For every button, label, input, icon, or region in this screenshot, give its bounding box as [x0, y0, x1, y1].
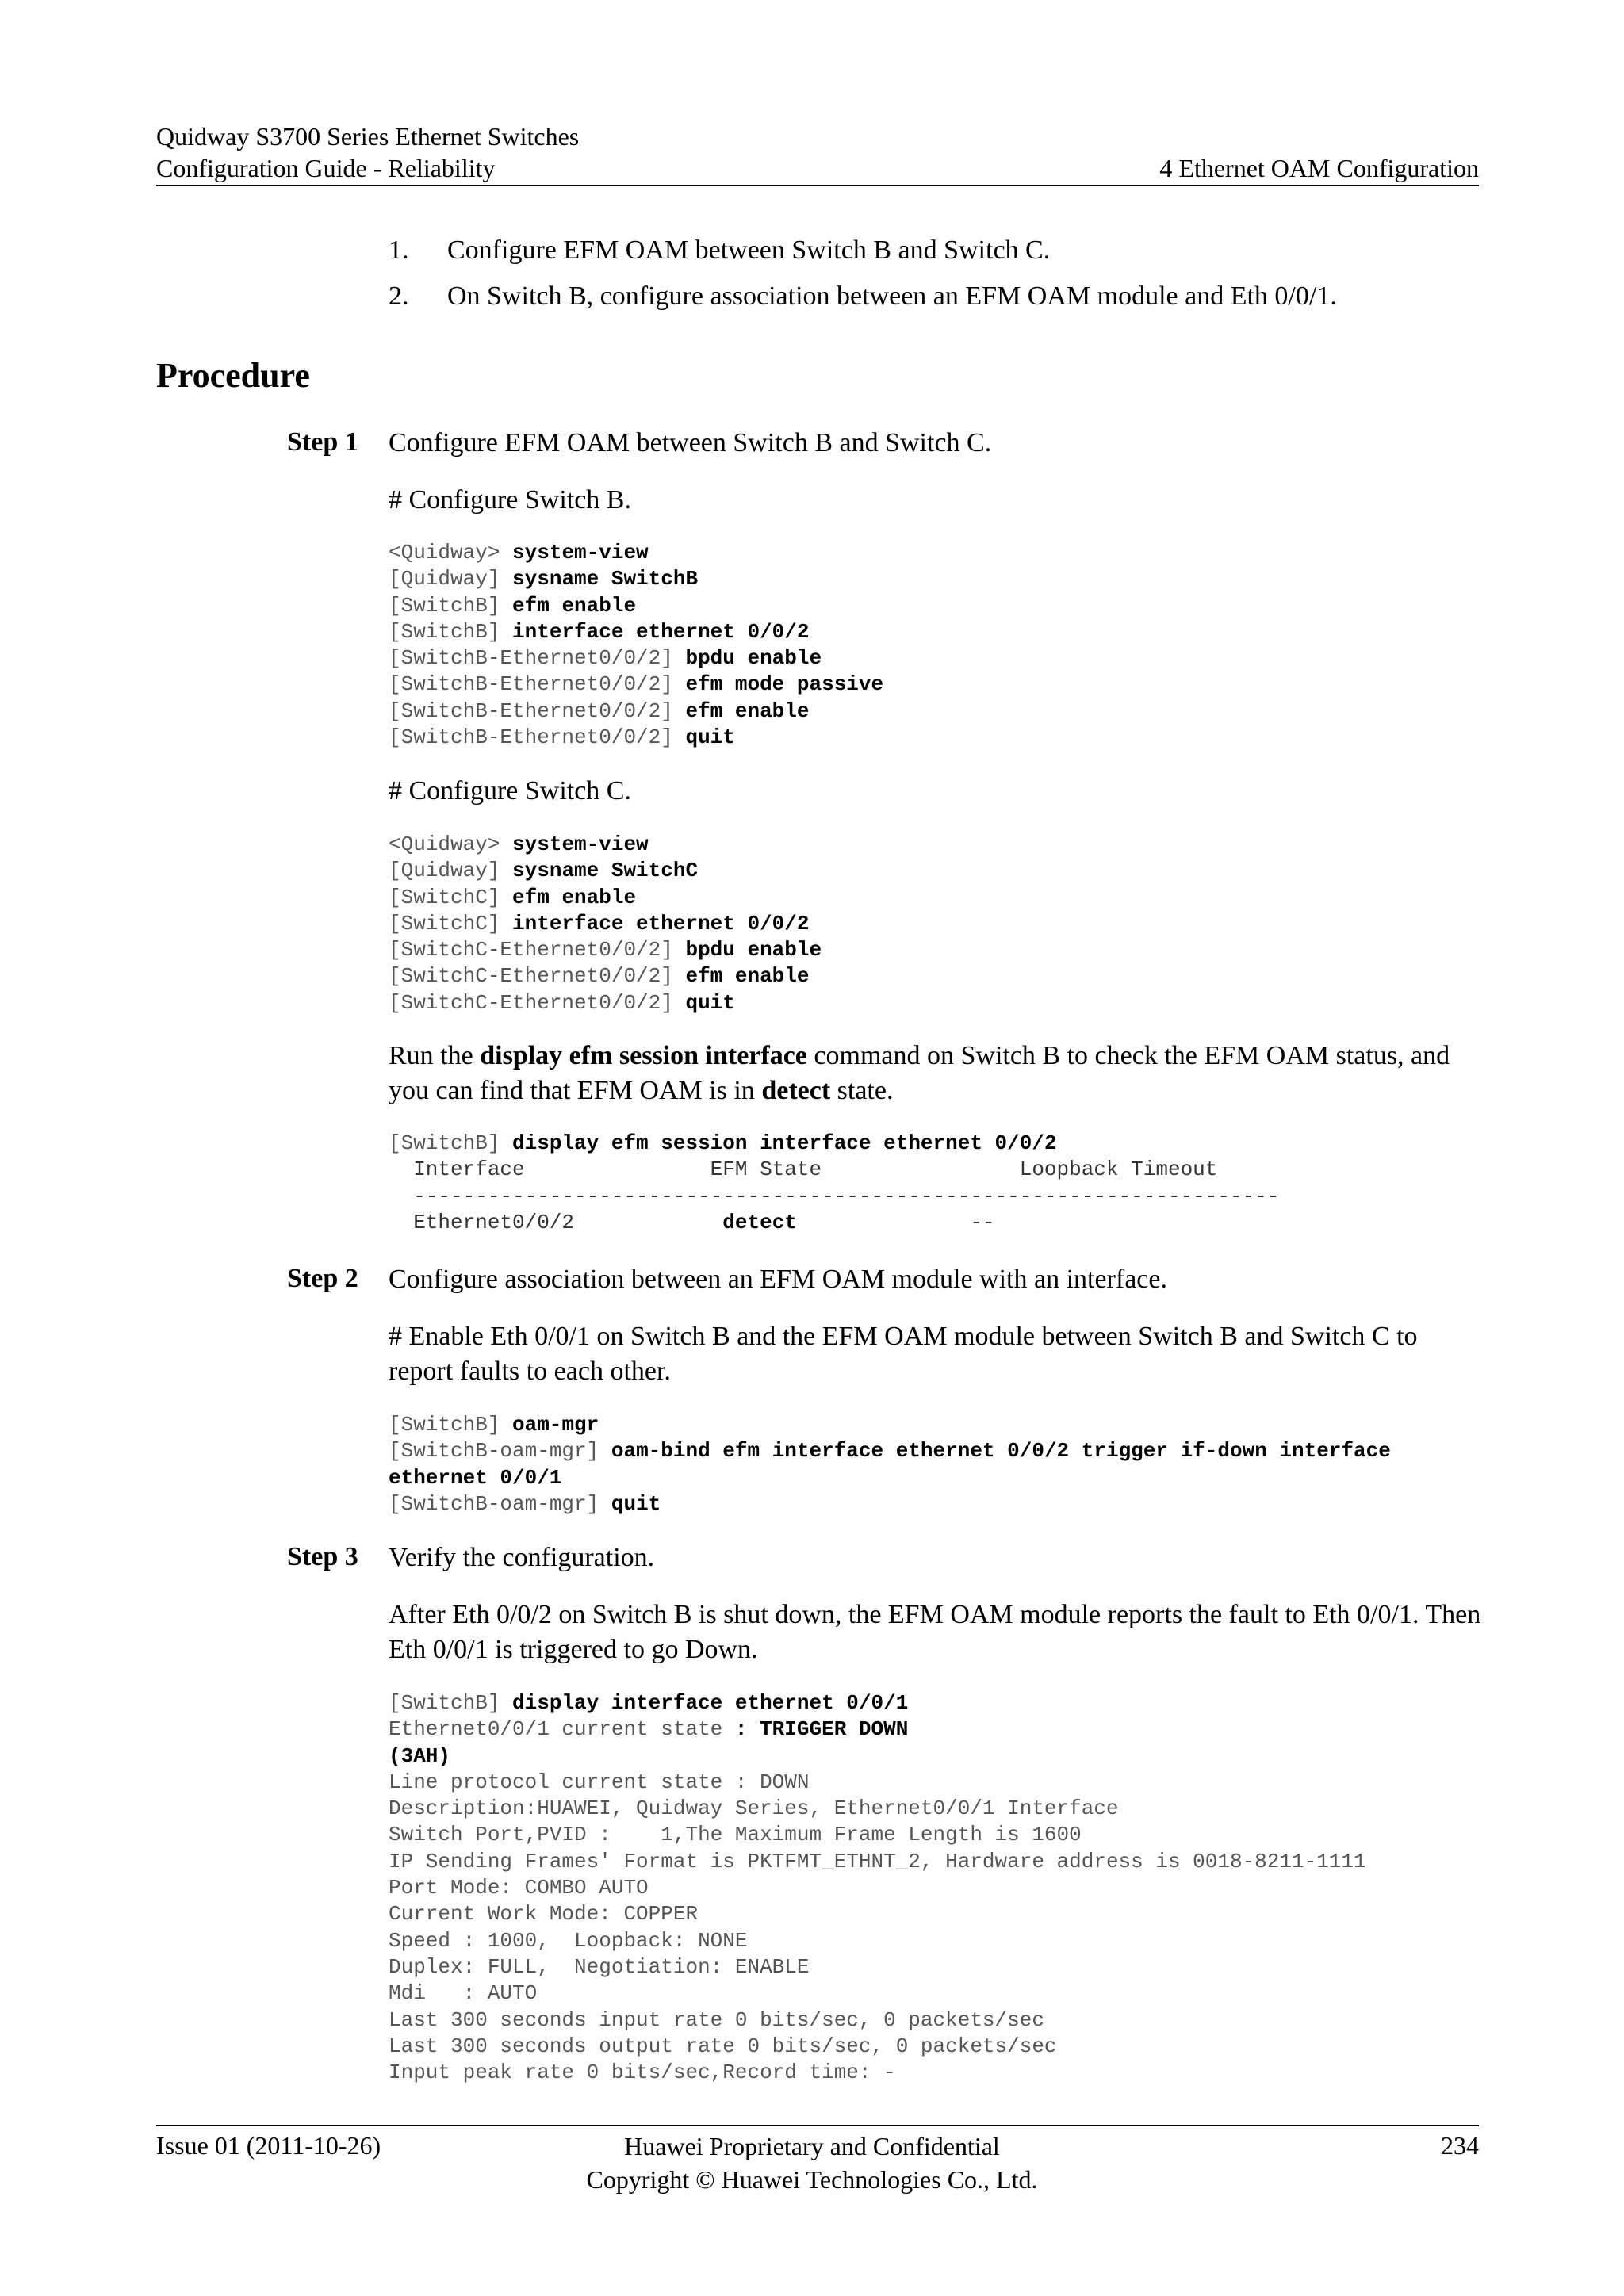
- code-line: [SwitchB-Ethernet0/0/2] efm enable: [389, 698, 810, 723]
- run-paragraph: Run the display efm session interface command on Switch B to check the EFM OAM status, and you can find that EFM OAM is in detect state.: [389, 1041, 1450, 1105]
- code-block-display-interface: [389, 1690, 1515, 2086]
- code-line: <Quidway> system-view: [389, 832, 649, 856]
- header-product: Quidway S3700 Series Ethernet Switches: [156, 122, 580, 151]
- step-title: Verify the configuration.: [389, 1543, 655, 1572]
- code-line: Interface EFM State Loopback Timeout: [389, 1158, 1218, 1182]
- code-line: IP Sending Frames' Format is PKTFMT_ETHNT_2, Hardware address is 0018-8211-1111: [389, 1849, 1366, 1873]
- step-label: Step 2: [287, 1264, 358, 1293]
- header-rule: [156, 185, 1479, 186]
- code-line: Ethernet0/0/1 current state : TRIGGER DOWN: [389, 1717, 909, 1742]
- code-line: Current Work Mode: COPPER: [389, 1902, 699, 1927]
- step-title: Configure EFM OAM between Switch B and Switch C.: [389, 428, 992, 457]
- code-block-switch-b: [389, 540, 1515, 751]
- step-note: After Eth 0/0/2 on Switch B is shut down, the EFM OAM module reports the fault to Eth 0/0/1. Then Eth 0/0/1 is triggered to go Down.: [389, 1600, 1481, 1664]
- step-label: Step 1: [287, 427, 358, 457]
- code-line: Input peak rate 0 bits/sec,Record time: -: [389, 2061, 896, 2085]
- step-title: Configure association between an EFM OAM module with an interface.: [389, 1265, 1167, 1294]
- code-line: Last 300 seconds input rate 0 bits/sec, 0 packets/sec: [389, 2007, 1044, 2032]
- footer-center: [0, 2130, 1624, 2196]
- code-line: [Quidway] sysname SwitchC: [389, 859, 699, 883]
- list-text: On Switch B, configure association between an EFM OAM module and Eth 0/0/1.: [447, 281, 1337, 311]
- step-note: # Enable Eth 0/0/1 on Switch B and the EFM OAM module between Switch B and Switch C to report faults to each other.: [389, 1322, 1418, 1386]
- step-label: Step 3: [287, 1542, 358, 1571]
- code-line: Ethernet0/0/2 detect --: [389, 1210, 995, 1234]
- code-line: [SwitchC-Ethernet0/0/2] quit: [389, 990, 735, 1015]
- step-note: # Configure Switch B.: [389, 485, 631, 515]
- code-line: [SwitchB] efm enable: [389, 593, 637, 618]
- code-line: [SwitchB-oam-mgr] quit: [389, 1491, 661, 1516]
- code-line: ethernet 0/0/1: [389, 1465, 562, 1490]
- list-number: 1.: [389, 235, 409, 265]
- command-name: display efm session interface: [480, 1041, 807, 1070]
- code-line: Mdi : AUTO: [389, 1981, 538, 2006]
- step-note: # Configure Switch C.: [389, 776, 631, 806]
- code-line: [SwitchC-Ethernet0/0/2] bpdu enable: [389, 938, 822, 962]
- code-line: [SwitchB] display interface ethernet 0/0/1: [389, 1691, 909, 1715]
- code-line: [SwitchB-oam-mgr] oam-bind efm interface ethernet 0/0/2 trigger if-down interface: [389, 1439, 1391, 1464]
- code-line: [SwitchC] efm enable: [389, 885, 637, 909]
- code-line: [SwitchB-Ethernet0/0/2] quit: [389, 725, 735, 750]
- code-block-oam-mgr: [389, 1412, 1515, 1517]
- code-line: Speed : 1000, Loopback: NONE: [389, 1928, 748, 1953]
- state-name: detect: [761, 1076, 831, 1105]
- code-line: <Quidway> system-view: [389, 541, 649, 564]
- code-line: [SwitchB] oam-mgr: [389, 1413, 599, 1437]
- code-line: Last 300 seconds output rate 0 bits/sec, 0 packets/sec: [389, 2034, 1057, 2058]
- footer-confidential: Huawei Proprietary and Confidential: [624, 2132, 1000, 2160]
- code-line: [SwitchB-Ethernet0/0/2] efm mode passive: [389, 672, 884, 697]
- code-line: (3AH): [389, 1743, 451, 1768]
- list-number: 2.: [389, 281, 409, 311]
- section-heading: Procedure: [156, 356, 310, 395]
- footer-rule: [156, 2125, 1479, 2126]
- footer-copyright: Copyright © Huawei Technologies Co., Ltd.: [586, 2165, 1038, 2194]
- code-line: [SwitchC] interface ethernet 0/0/2: [389, 911, 810, 936]
- code-line: Description:HUAWEI, Quidway Series, Ethernet0/0/1 Interface: [389, 1797, 1119, 1821]
- code-line: Duplex: FULL, Negotiation: ENABLE: [389, 1954, 810, 1979]
- code-line: Line protocol current state : DOWN: [389, 1770, 810, 1794]
- code-line: ----------------------------------------------------------------------: [389, 1184, 1280, 1208]
- list-text: Configure EFM OAM between Switch B and Switch C.: [447, 235, 1051, 265]
- code-line: Switch Port,PVID : 1,The Maximum Frame Length is 1600: [389, 1823, 1082, 1847]
- code-line: [SwitchB] display efm session interface ethernet 0/0/2: [389, 1131, 1057, 1155]
- code-line: [SwitchB] interface ethernet 0/0/2: [389, 619, 810, 644]
- header-guide: Configuration Guide - Reliability: [156, 154, 496, 182]
- code-line: [Quidway] sysname SwitchB: [389, 567, 699, 591]
- footer-issue: Issue 01 (2011-10-26): [156, 2131, 381, 2160]
- page-number: 234: [1441, 2131, 1479, 2160]
- code-block-display-efm: [389, 1131, 1515, 1236]
- code-line: [SwitchB-Ethernet0/0/2] bpdu enable: [389, 646, 822, 671]
- header-chapter: 4 Ethernet OAM Configuration: [1159, 154, 1479, 182]
- code-line: Port Mode: COMBO AUTO: [389, 1876, 649, 1900]
- code-block-switch-c: [389, 832, 1515, 1016]
- code-line: [SwitchC-Ethernet0/0/2] efm enable: [389, 964, 810, 989]
